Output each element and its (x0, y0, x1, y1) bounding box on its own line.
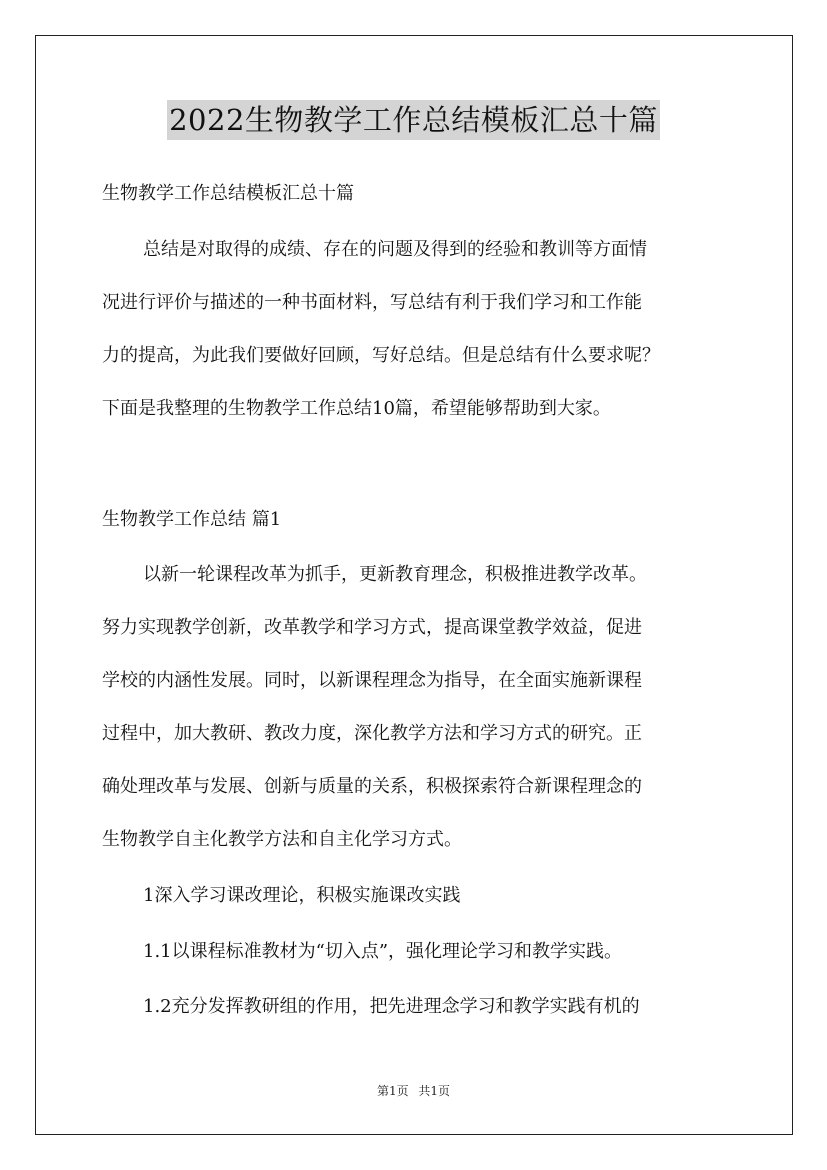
page-total: 共1页 (418, 1084, 451, 1098)
body-line: 努力实现教学创新，改革教学和学习方式，提高课堂教学效益，促进 (102, 617, 642, 638)
body-line: 以新一轮课程改革为抓手，更新教育理念，积极推进教学改革。 (143, 564, 647, 585)
body-line: 学校的内涵性发展。同时，以新课程理念为指导，在全面实施新课程 (102, 670, 642, 691)
list-item: 1.2充分发挥教研组的作用，把先进理念学习和教学实践有机的 (143, 996, 640, 1017)
document-title: 2022生物教学工作总结模板汇总十篇 (167, 100, 660, 140)
body-line: 生物教学自主化教学方法和自主化学习方式。 (102, 829, 462, 850)
intro-line: 况进行评价与描述的一种书面材料，写总结有利于我们学习和工作能 (102, 292, 642, 313)
page-footer (0, 1083, 827, 1099)
title-container (0, 100, 827, 140)
subtitle: 生物教学工作总结模板汇总十篇 (102, 183, 354, 204)
body-line: 过程中，加大教研、教改力度，深化教学方法和学习方式的研究。正 (102, 723, 642, 744)
section-heading: 生物教学工作总结 篇1 (102, 509, 282, 530)
intro-line: 力的提高，为此我们要做好回顾，写好总结。但是总结有什么要求呢？ (102, 345, 660, 366)
intro-line: 下面是我整理的生物教学工作总结10篇，希望能够帮助到大家。 (102, 398, 611, 419)
body-line: 确处理改革与发展、创新与质量的关系，积极探索符合新课程理念的 (102, 776, 642, 797)
list-item: 1.1以课程标准教材为“切入点”，强化理论学习和教学实践。 (143, 941, 623, 962)
list-item: 1深入学习课改理论，积极实施课改实践 (143, 885, 461, 906)
intro-line: 总结是对取得的成绩、存在的问题及得到的经验和教训等方面情 (143, 239, 647, 260)
page-number: 第1页 (376, 1084, 409, 1098)
